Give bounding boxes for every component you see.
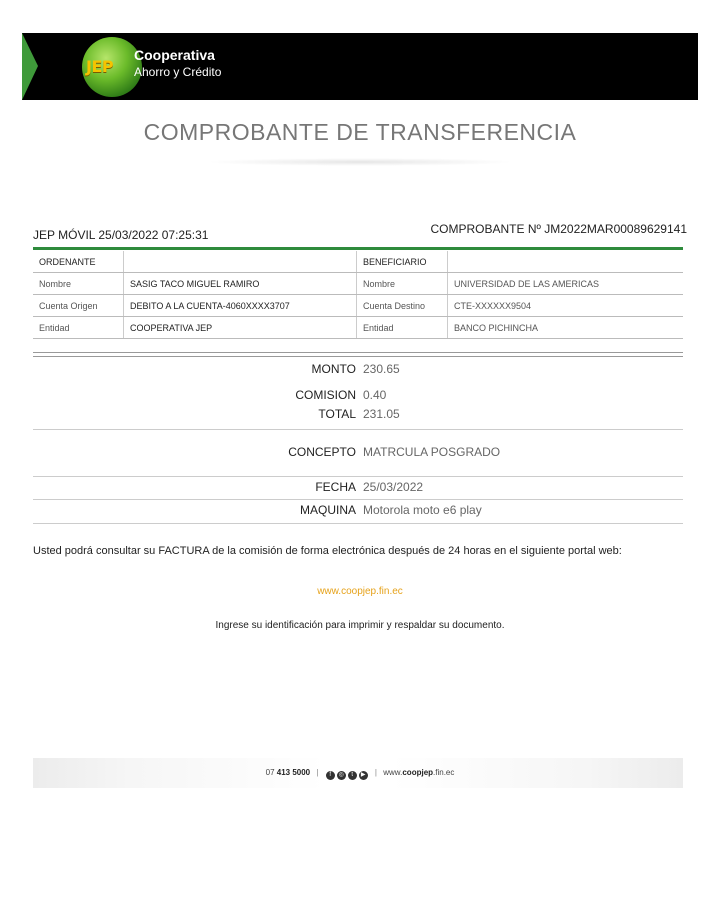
total-label: TOTAL	[318, 407, 356, 421]
logo-text: JEP	[86, 57, 114, 76]
phone-number: 413 5000	[276, 768, 311, 777]
cell-label: Nombre	[357, 273, 448, 295]
jep-logo	[82, 37, 142, 97]
comision-label: COMISION	[295, 388, 356, 402]
table-row	[33, 273, 683, 295]
total-value: 231.05	[363, 407, 400, 421]
footer-separator: |	[374, 768, 377, 777]
cell-label: Cuenta Destino	[357, 295, 448, 317]
brand-name: Cooperativa	[134, 47, 215, 63]
footer-website[interactable]	[383, 768, 454, 777]
cell-label: Entidad	[357, 317, 448, 339]
web-prefix: www.	[383, 768, 403, 777]
cell-value: CTE-XXXXXX9504	[448, 295, 684, 317]
footer-contact	[0, 768, 720, 780]
fecha-row	[33, 476, 683, 500]
table-row	[33, 317, 683, 339]
fecha-value: 25/03/2022	[363, 480, 424, 494]
concepto-value: MATRCULA POSGRADO	[363, 445, 501, 459]
monto-label: MONTO	[311, 362, 356, 376]
concepto-row	[33, 440, 683, 477]
twitter-icon[interactable]: t	[348, 771, 357, 780]
monto-value: 230.65	[363, 362, 400, 376]
footer-separator: |	[316, 768, 319, 777]
maquina-value: Motorola moto e6 play	[363, 503, 482, 517]
ordenante-header: ORDENANTE	[33, 251, 124, 273]
cell-label: Entidad	[33, 317, 124, 339]
facebook-icon[interactable]: f	[326, 771, 335, 780]
fecha-label: FECHA	[315, 480, 356, 494]
green-divider	[33, 247, 683, 250]
cell-label: Cuenta Origen	[33, 295, 124, 317]
transaction-datetime: JEP MÓVIL 25/03/2022 07:25:31	[33, 228, 209, 242]
cell-value: BANCO PICHINCHA	[448, 317, 684, 339]
cell-value: SASIG TACO MIGUEL RAMIRO	[124, 273, 357, 295]
document-title: COMPROBANTE DE TRANSFERENCIA	[143, 119, 577, 145]
web-bold: coopjep	[402, 768, 434, 777]
cell-value: DEBITO A LA CUENTA-4060XXXX3707	[124, 295, 357, 317]
table-row	[33, 295, 683, 317]
cell-label: Nombre	[33, 273, 124, 295]
maquina-row	[33, 499, 683, 524]
table-row	[33, 251, 683, 273]
monto-row	[33, 362, 683, 380]
double-divider	[33, 352, 683, 357]
beneficiario-header: BENEFICIARIO	[357, 251, 448, 273]
total-row	[33, 405, 683, 430]
header-arrow-icon	[22, 33, 38, 100]
invoice-notice: Usted podrá consultar su FACTURA de la comisión de forma electrónica después de 24 horas en el siguiente portal web:	[33, 545, 622, 557]
portal-link[interactable]: www.coopjep.fin.ec	[317, 586, 403, 597]
cell-value: UNIVERSIDAD DE LAS AMERICAS	[448, 273, 684, 295]
instagram-icon[interactable]: ◎	[338, 772, 344, 778]
brand-subtitle: Ahorro y Crédito	[134, 65, 222, 79]
receipt-number: COMPROBANTE Nº JM2022MAR00089629141	[430, 222, 687, 236]
instructions-text: Ingrese su identificación para imprimir y respaldar su documento.	[215, 620, 505, 631]
comision-row	[33, 388, 683, 404]
phone-prefix: 07	[265, 768, 275, 777]
web-suffix: .fin.ec	[433, 768, 455, 777]
comision-value: 0.40	[363, 388, 387, 402]
parties-table	[33, 251, 683, 339]
maquina-label: MAQUINA	[299, 503, 356, 517]
concepto-label: CONCEPTO	[288, 445, 356, 459]
cell-value: COOPERATIVA JEP	[124, 317, 357, 339]
title-shadow	[205, 158, 515, 166]
youtube-icon[interactable]: ▶	[359, 771, 368, 780]
header-banner	[22, 33, 698, 100]
